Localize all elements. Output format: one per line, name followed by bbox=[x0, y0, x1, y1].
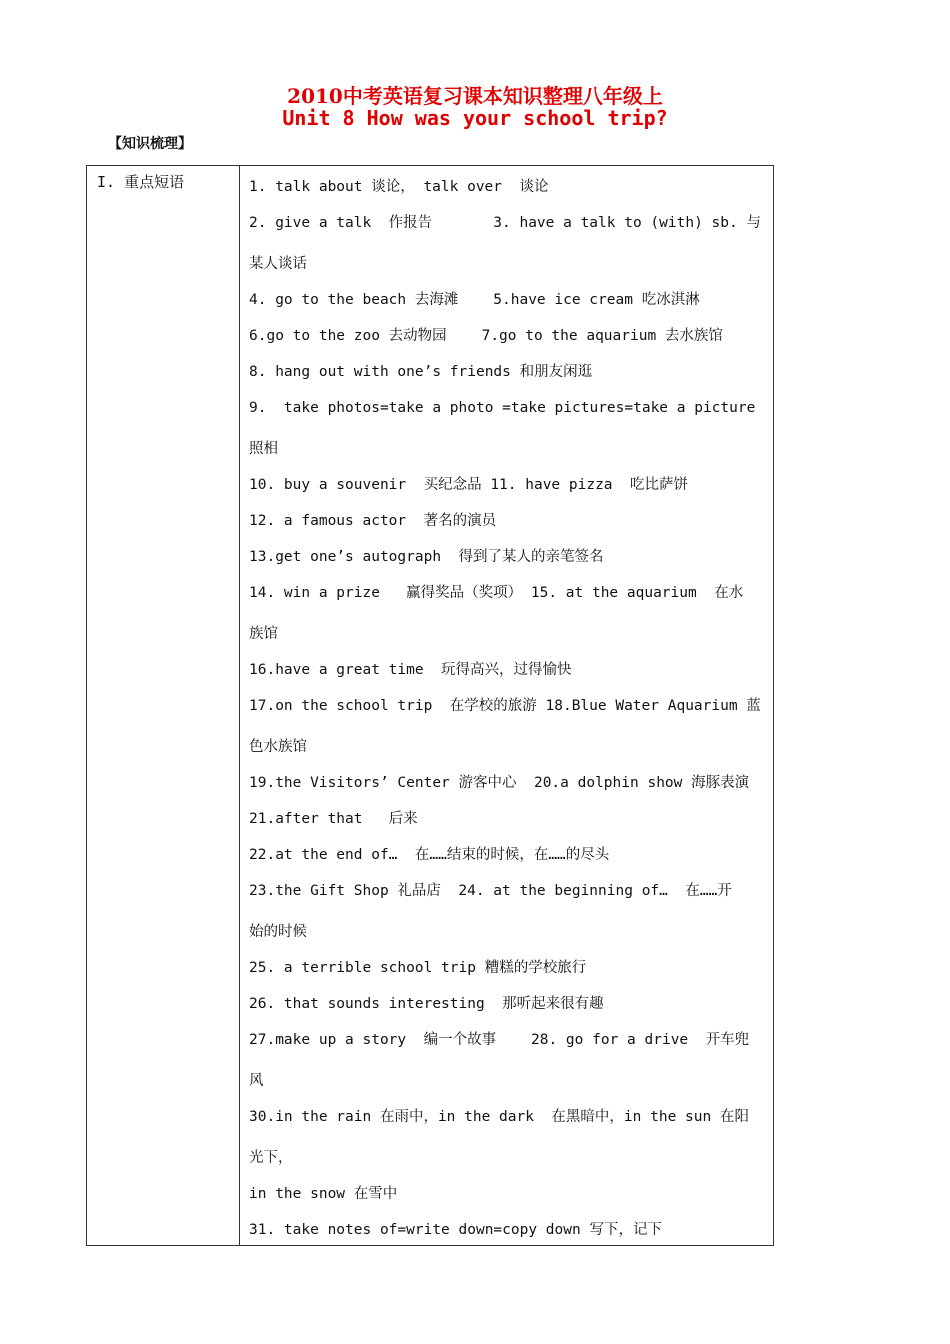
phrase-table bbox=[86, 165, 774, 1246]
phrase-line: 30.in the rain 在雨中，in the dark 在黑暗中，in the sun 在阳 bbox=[249, 1109, 749, 1125]
phrase-line: 族馆 bbox=[249, 626, 278, 642]
phrase-line: 12. a famous actor 著名的演员 bbox=[249, 513, 497, 529]
phrase-line: 25. a terrible school trip 糟糕的学校旅行 bbox=[249, 960, 587, 976]
phrase-line: 照相 bbox=[249, 441, 278, 457]
phrase-line: 21.after that 后来 bbox=[249, 811, 418, 827]
phrase-line: 风 bbox=[249, 1073, 264, 1089]
phrase-line: 23.the Gift Shop 礼品店 24. at the beginning of… 在……开 bbox=[249, 883, 732, 899]
phrase-line: 19.the Visitors’ Center 游客中心 20.a dolphin show 海豚表演 bbox=[249, 775, 750, 791]
phrase-line: 1. talk about 谈论， talk over 谈论 bbox=[249, 179, 549, 195]
unit-title: Unit 8 How was your school trip? bbox=[282, 106, 668, 130]
phrase-line: 26. that sounds interesting 那听起来很有趣 bbox=[249, 996, 604, 1012]
phrase-line: 27.make up a story 编一个故事 28. go for a drive 开车兜 bbox=[249, 1032, 750, 1048]
section-heading: 【知识梳理】 bbox=[108, 136, 192, 152]
phrase-line: 8. hang out with one’s friends 和朋友闲逛 bbox=[249, 364, 593, 380]
phrase-line: in the snow 在雪中 bbox=[249, 1186, 398, 1202]
phrase-line: 6.go to the zoo 去动物园 7.go to the aquarium 去水族馆 bbox=[249, 328, 723, 344]
phrase-line: 光下， bbox=[249, 1150, 293, 1166]
phrase-line: 14. win a prize 赢得奖品（奖项） 15. at the aquarium 在水 bbox=[249, 585, 744, 601]
phrase-line: 2. give a talk 作报告 3. have a talk to (with) sb. 与 bbox=[249, 215, 761, 231]
phrase-line: 9. take photos=take a photo =take pictures=take a picture bbox=[249, 400, 756, 416]
document-title: 2010中考英语复习课本知识整理八年级上 bbox=[287, 84, 663, 108]
phrase-line: 色水族馆 bbox=[249, 739, 307, 755]
phrase-line: 17.on the school trip 在学校的旅游 18.Blue Water Aquarium 蓝 bbox=[249, 698, 761, 714]
phrase-line: 某人谈话 bbox=[249, 256, 307, 272]
category-label: I. 重点短语 bbox=[97, 173, 185, 191]
phrase-line: 4. go to the beach 去海滩 5.have ice cream 吃冰淇淋 bbox=[249, 292, 700, 308]
phrase-line: 16.have a great time 玩得高兴，过得愉快 bbox=[249, 662, 572, 678]
phrase-list bbox=[249, 169, 769, 1248]
phrase-line: 22.at the end of… 在……结束的时候，在……的尽头 bbox=[249, 847, 610, 863]
column-divider bbox=[239, 166, 240, 1245]
phrase-line: 始的时候 bbox=[249, 924, 307, 940]
phrase-line: 31. take notes of=write down=copy down 写下，记下 bbox=[249, 1222, 662, 1238]
phrase-line: 10. buy a souvenir 买纪念品 11. have pizza 吃比萨饼 bbox=[249, 477, 688, 493]
phrase-line: 13.get one’s autograph 得到了某人的亲笔签名 bbox=[249, 549, 604, 565]
